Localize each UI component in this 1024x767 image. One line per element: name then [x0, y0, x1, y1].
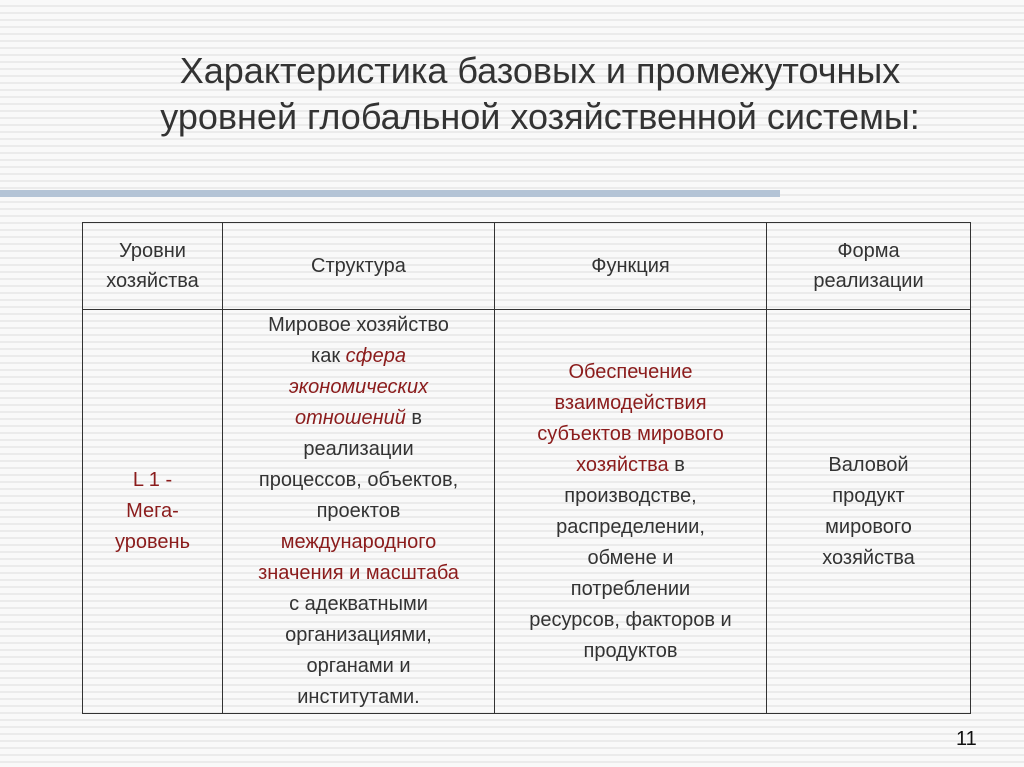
function-highlight: взаимодействия: [554, 391, 707, 414]
header-levels: [83, 223, 223, 310]
header-levels-line-2: хозяйства: [106, 270, 199, 292]
structure-line: органами и: [306, 655, 411, 677]
levels-table: [82, 222, 971, 714]
level-line-3: уровень: [114, 531, 190, 553]
function-line: обмене и: [587, 546, 674, 569]
function-line: распределении,: [556, 515, 705, 538]
cell-structure: [223, 310, 495, 714]
function-line: продуктов: [583, 639, 678, 662]
function-line: ресурсов, факторов и: [529, 608, 732, 631]
structure-line: институтами.: [297, 686, 420, 708]
form-line: Валовой: [828, 453, 909, 476]
slide-title: [60, 48, 1020, 140]
structure-highlight: экономических: [288, 376, 429, 398]
structure-line: с адекватными: [289, 593, 428, 615]
structure-text: как: [311, 345, 346, 367]
structure-line: реализации: [303, 438, 414, 460]
structure-line: Мировое хозяйство: [268, 314, 449, 336]
function-highlight: хозяйства: [576, 453, 669, 476]
function-highlight: Обеспечение: [568, 360, 693, 383]
structure-line: организациями,: [285, 624, 432, 646]
form-line: мирового: [825, 515, 912, 538]
header-form-line-1: Форма: [837, 240, 900, 262]
title-divider: [0, 190, 780, 197]
structure-line: [229, 341, 488, 372]
header-levels-line-1: Уровни: [119, 240, 186, 262]
level-line-1: L 1 -: [132, 469, 173, 491]
function-highlight: субъектов мирового: [537, 422, 724, 445]
header-function: Функция: [495, 223, 767, 310]
structure-highlight: международного: [280, 531, 437, 553]
slide-title-line-2: уровней глобальной хозяйственной системы:: [160, 96, 920, 137]
form-line: продукт: [832, 484, 905, 507]
function-line: потреблении: [570, 577, 691, 600]
structure-highlight: отношений: [294, 407, 406, 429]
page-number: 11: [956, 728, 977, 750]
function-text: в: [668, 453, 685, 476]
cell-function: [495, 310, 767, 714]
structure-text: в: [405, 407, 423, 429]
cell-form: [767, 310, 971, 714]
form-line: хозяйства: [822, 546, 915, 569]
header-form-line-2: реализации: [813, 270, 924, 292]
level-line-2: Мега-: [126, 500, 179, 522]
structure-line: проектов: [316, 500, 401, 522]
structure-line: процессов, объектов,: [258, 469, 459, 491]
structure-highlight: значения и масштаба: [258, 562, 459, 584]
structure-highlight: сфера: [345, 345, 406, 367]
function-line: производстве,: [564, 484, 697, 507]
header-structure: Структура: [223, 223, 495, 310]
header-form: [767, 223, 971, 310]
table-header-row: [83, 223, 971, 310]
function-line: [501, 450, 760, 481]
structure-line: [229, 403, 488, 434]
table-row: [83, 310, 971, 714]
slide-title-line-1: Характеристика базовых и промежуточных: [179, 50, 901, 91]
cell-level: [83, 310, 223, 714]
